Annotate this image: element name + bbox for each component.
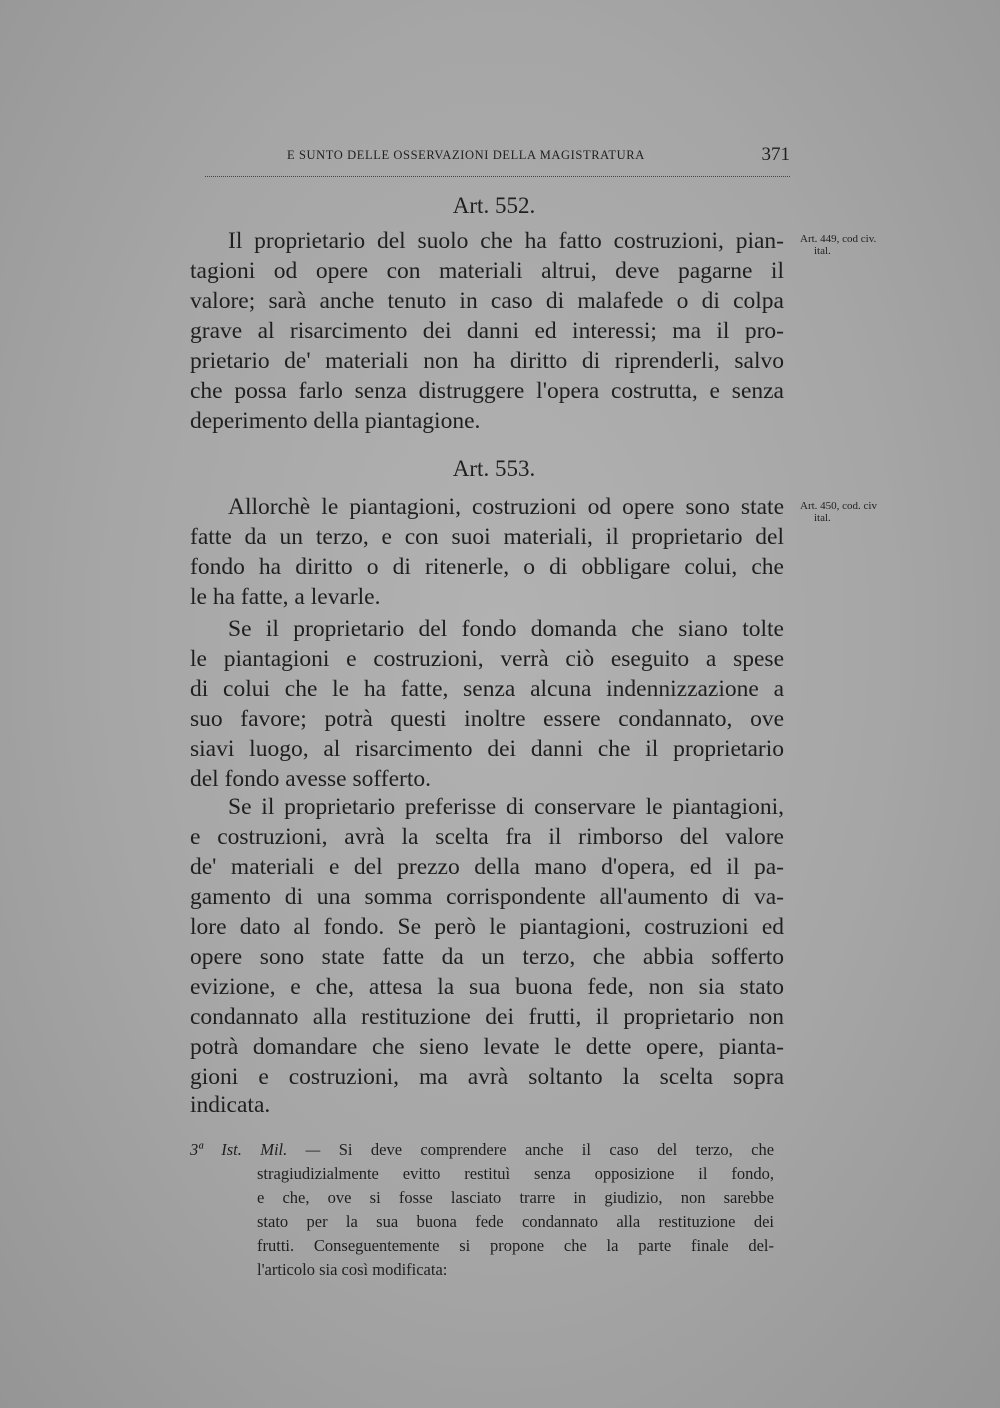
text-line: le ha fatte, a levarle. <box>190 584 381 610</box>
text-line: suo favore; potrà questi inoltre essere condannato, ove <box>190 706 784 732</box>
page-header <box>205 146 790 177</box>
note-line: stragiudizialmente evitto restituì senza opposizione il fondo, <box>257 1164 774 1183</box>
text-line: Se il proprietario preferisse di conservare le piantagioni, <box>228 794 784 820</box>
note-first-line <box>190 1138 774 1162</box>
text-line: fatte da un terzo, e con suoi materiali, il proprietario del <box>190 524 784 550</box>
note-line: frutti. Conseguentemente si propone che la parte finale del- <box>257 1236 774 1255</box>
margin-note-line: ital. <box>814 245 831 257</box>
text-line: Allorchè le piantagioni, costruzioni od opere sono state <box>228 494 784 520</box>
running-title: E SUNTO DELLE OSSERVAZIONI DELLA MAGISTRATURA <box>287 148 645 162</box>
text-line: gamento di una somma corrispondente all'aumento di va- <box>190 884 784 910</box>
margin-note-art-553 <box>800 500 877 524</box>
text-line: le piantagioni e costruzioni, verrà ciò eseguito a spese <box>190 646 784 672</box>
text-line: del fondo avesse sofferto. <box>190 766 432 792</box>
text-line: condannato alla restituzione dei frutti, il proprietario non <box>190 1004 784 1030</box>
article-553-title: Art. 553. <box>452 456 536 481</box>
text-line: evizione, e che, attesa la sua buona fede, non sia stato <box>190 974 784 1000</box>
margin-note-line: ital. <box>814 512 831 524</box>
page-number: 371 <box>761 144 790 165</box>
text-line: valore; sarà anche tenuto in caso di malafede o di colpa <box>190 288 784 314</box>
text-line: gioni e costruzioni, ma avrà soltanto la scelta sopra <box>190 1064 784 1090</box>
text-line: fondo ha diritto o di ritenerle, o di obbligare colui, che <box>190 554 784 580</box>
margin-note-art-552 <box>800 233 876 257</box>
text-line: che possa farlo senza distruggere l'opera costrutta, e senza <box>190 378 784 404</box>
text-line: prietario de' materiali non ha diritto di riprenderli, salvo <box>190 348 784 374</box>
text-line: de' materiali e del prezzo della mano d'opera, ed il pa- <box>190 854 784 880</box>
text-line: deperimento della piantagione. <box>190 408 481 434</box>
margin-note-line: Art. 450, cod. civ <box>800 500 877 512</box>
note-line: e che, ove si fosse lasciato trarre in giudizio, non sarebbe <box>257 1188 774 1207</box>
note-line: l'articolo sia così modificata: <box>257 1260 448 1279</box>
text-line: potrà domandare che sieno levate le dette opere, pianta- <box>190 1034 784 1060</box>
note-label: 3ª Ist. Mil. — <box>190 1140 321 1159</box>
text-line: Se il proprietario del fondo domanda che siano tolte <box>228 616 784 642</box>
text-line: siavi luogo, al risarcimento dei danni che il proprietario <box>190 736 784 762</box>
text-line: e costruzioni, avrà la scelta fra il rimborso del valore <box>190 824 784 850</box>
text-line: di colui che le ha fatte, senza alcuna indennizzazione a <box>190 676 784 702</box>
text-line: grave al risarcimento dei danni ed interessi; ma il pro- <box>190 318 784 344</box>
text-line: indicata. <box>190 1092 271 1118</box>
text-line: lore dato al fondo. Se però le piantagioni, costruzioni ed <box>190 914 784 940</box>
text-line: opere sono state fatte da un terzo, che abbia sofferto <box>190 944 784 970</box>
note-text: Si deve comprendere anche il caso del terzo, che <box>338 1140 774 1159</box>
note-line: stato per la sua buona fede condannato alla restituzione dei <box>257 1212 774 1231</box>
margin-note-line: Art. 449, cod civ. <box>800 233 877 245</box>
text-line: Il proprietario del suolo che ha fatto costruzioni, pian- <box>228 228 784 254</box>
article-552-title: Art. 552. <box>452 193 536 218</box>
text-line: tagioni od opere con materiali altrui, deve pagarne il <box>190 258 784 284</box>
